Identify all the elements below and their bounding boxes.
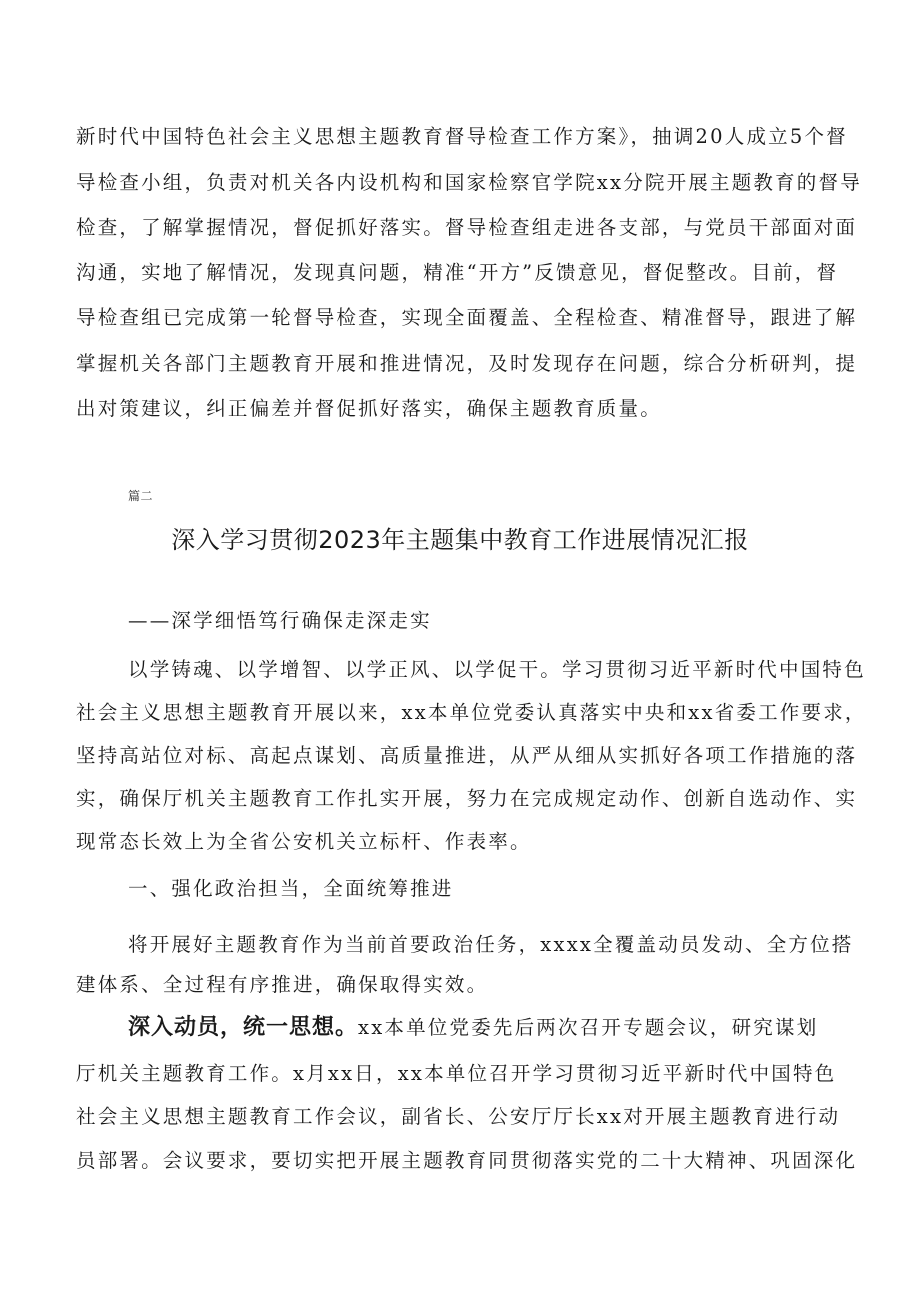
paragraph-line: 掌握机关各部门主题教育开展和推进情况，及时发现存在问题，综合分析研判，提 xyxy=(76,352,858,375)
paragraph-line: 导检查组已完成第一轮督导检查，实现全面覆盖、全程检查、精准督导，跟进了解 xyxy=(76,306,858,329)
paragraph-line: 新时代中国特色社会主义思想主题教育督导检查工作方案》，抽调20人成立5个督 xyxy=(76,125,848,148)
paragraph-line: 坚持高站位对标、高起点谋划、高质量推进，从严从细从实抓好各项工作措施的落 xyxy=(76,744,858,767)
bold-lead: 深入动员，统一思想。 xyxy=(128,1015,359,1040)
paragraph-line: 员部署。会议要求，要切实把开展主题教育同贯彻落实党的二十大精神、巩固深化 xyxy=(76,1149,858,1172)
bold-lead-rest: xx本单位党委先后两次召开专题会议，研究谋划 xyxy=(358,1016,819,1039)
paragraph-line: 出对策建议，纠正偏差并督促抓好落实，确保主题教育质量。 xyxy=(76,397,662,420)
section-heading: 一、强化政治担当，全面统筹推进 xyxy=(128,877,454,900)
bold-lead-line xyxy=(128,1017,818,1039)
paragraph-line: 沟通，实地了解情况，发现真问题，精准“开方”反馈意见，督促整改。目前，督 xyxy=(76,261,839,284)
paragraph-line: 现常态长效上为全省公安机关立标杆、作表率。 xyxy=(76,830,532,853)
paragraph-line: 社会主义思想主题教育工作会议，副省长、公安厅厅长xx对开展主题教育进行动 xyxy=(76,1105,841,1128)
paragraph-line: 社会主义思想主题教育开展以来，xx本单位党委认真落实中央和xx省委工作要求， xyxy=(76,701,867,724)
paragraph-line: 厅机关主题教育工作。x月xx日，xx本单位召开学习贯彻习近平新时代中国特色 xyxy=(76,1062,837,1085)
document-title: 深入学习贯彻2023年主题集中教育工作进展情况汇报 xyxy=(171,526,749,554)
paragraph-line: 建体系、全过程有序推进，确保取得实效。 xyxy=(76,973,489,996)
paragraph-line: 检查，了解掌握情况，督促抓好落实。督导检查组走进各支部，与党员干部面对面 xyxy=(76,216,858,239)
paragraph-line: 以学铸魂、以学增智、以学正风、以学促干。学习贯彻习近平新时代中国特色 xyxy=(128,658,866,681)
paragraph-line: 实，确保厅机关主题教育工作扎实开展，努力在完成规定动作、创新自选动作、实 xyxy=(76,787,858,810)
subtitle: ——深学细悟笃行确保走深走实 xyxy=(128,609,432,632)
paragraph-line: 将开展好主题教育作为当前首要政治任务，xxxx全覆盖动员发动、全方位搭 xyxy=(128,933,854,956)
article-label: 篇二 xyxy=(128,489,154,503)
paragraph-line: 导检查小组，负责对机关各内设机构和国家检察官学院xx分院开展主题教育的督导 xyxy=(76,171,862,194)
